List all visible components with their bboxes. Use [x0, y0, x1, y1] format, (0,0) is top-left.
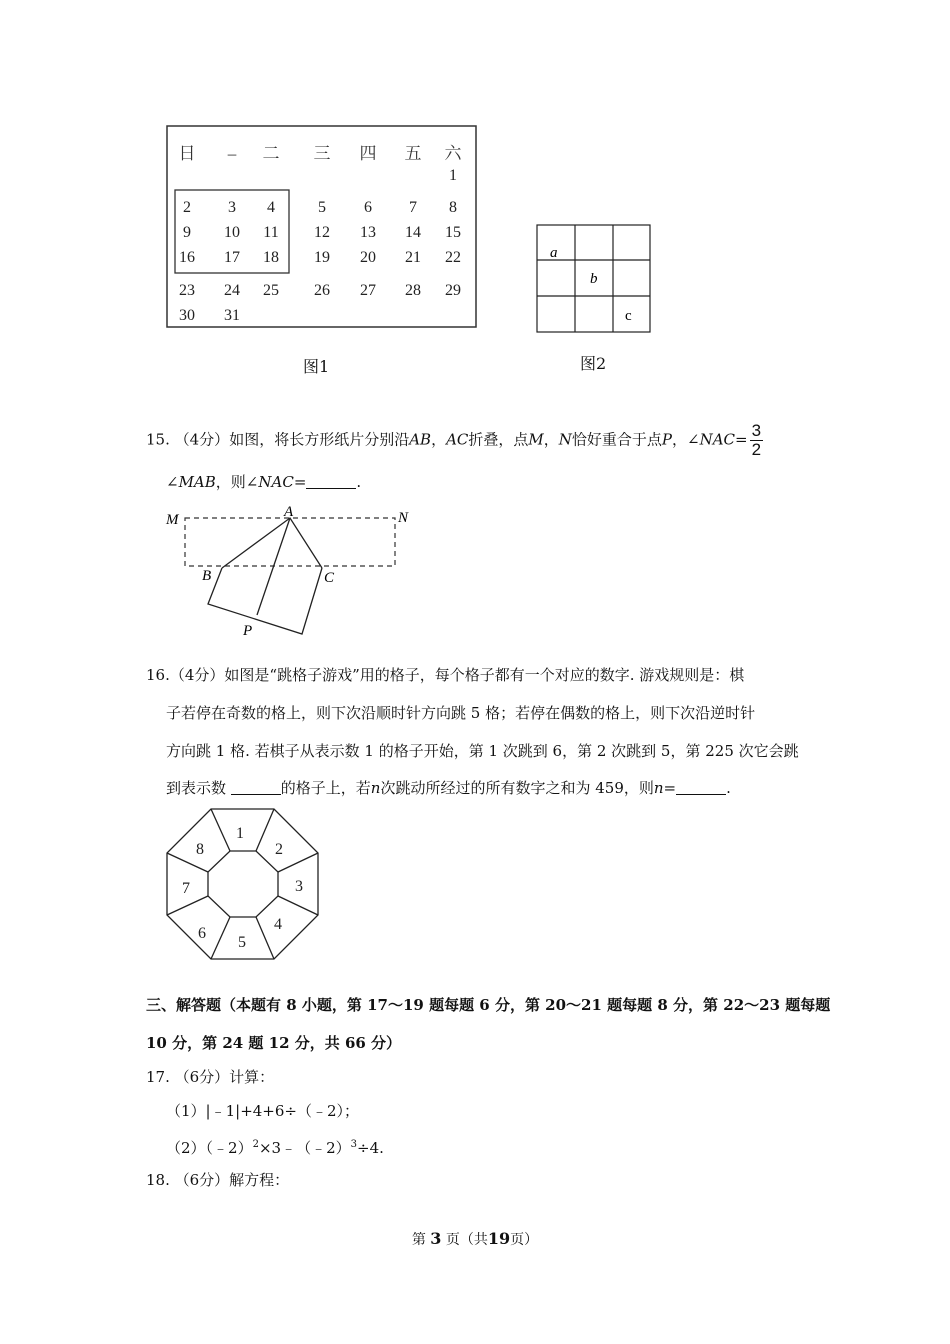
calendar-weekday: – — [227, 144, 237, 163]
fold-pentagon — [208, 568, 322, 634]
section3-line2: 10 分，第 24 题 12 分，共 66 分） — [146, 1034, 402, 1052]
q17-title: 17. （6分）计算： — [146, 1068, 275, 1086]
calendar-date: 29 — [445, 282, 461, 299]
octagon-cell-4: 4 — [274, 916, 282, 933]
calendar-date: 15 — [445, 224, 461, 241]
octagon-cell-6: 6 — [198, 925, 206, 942]
calendar-date: 22 — [445, 249, 461, 266]
q15-nac: NAC — [699, 430, 736, 449]
calendar-date: 19 — [314, 249, 330, 266]
calendar-weekday: 日 — [178, 144, 196, 163]
calendar-weekday: 五 — [404, 144, 422, 163]
calendar-weekday: 三 — [313, 144, 331, 163]
q16-number: 16. — [146, 666, 170, 684]
q15-number: 15. — [146, 430, 170, 449]
calendar-date: 23 — [179, 282, 195, 299]
fold-label-n: N — [398, 510, 409, 526]
q17-part2c: ÷4. — [357, 1139, 384, 1157]
fold-label-a: A — [284, 504, 294, 520]
octagon-figure — [160, 805, 325, 965]
octagon-cell-7: 7 — [182, 880, 190, 897]
q15-line2 — [166, 472, 361, 492]
q16-answer-blank-1[interactable] — [231, 780, 281, 795]
q15-ac: AC — [446, 430, 469, 449]
calendar-date: 3 — [228, 199, 236, 216]
q16-line3: 方向跳 1 格. 若棋子从表示数 1 的格子开始，第 1 次跳到 6，第 2 次跳到 5，第 225 次它会跳 — [166, 742, 799, 760]
calendar-date: 20 — [360, 249, 376, 266]
q17-exp2: 3 — [350, 1139, 357, 1150]
grid-figure — [530, 220, 660, 338]
q16-n: n — [370, 779, 381, 797]
q16-line1 — [146, 665, 744, 685]
octagon-cell-3: 3 — [295, 878, 303, 895]
octagon-cell-8: 8 — [196, 841, 204, 858]
calendar-weekday: 二 — [262, 144, 280, 163]
footer-post: 页） — [510, 1232, 539, 1248]
q16-line4d: = — [663, 779, 677, 797]
q15-text2: 折叠，点 — [468, 430, 529, 449]
q17-exp1: 2 — [252, 1139, 259, 1150]
calendar-figure — [160, 120, 490, 336]
q15-score: （4分） — [174, 430, 230, 449]
calendar-date: 4 — [267, 199, 275, 216]
calendar-date: 21 — [405, 249, 421, 266]
calendar-date: 7 — [409, 199, 417, 216]
fold-triangle — [222, 518, 322, 568]
calendar-date: 1 — [449, 167, 457, 184]
grid-cell-b: b — [590, 271, 598, 287]
calendar-date: 17 — [224, 249, 240, 266]
calendar-date: 2 — [183, 199, 191, 216]
q15-ab: AB — [409, 430, 432, 449]
calendar-date: 12 — [314, 224, 330, 241]
q15-line2b: ，则∠ — [215, 473, 259, 491]
q16-line4 — [166, 778, 731, 798]
q16-line4a: 到表示数 — [166, 779, 231, 797]
calendar-date: 27 — [360, 282, 376, 299]
q15-eq: = — [735, 430, 748, 449]
q15-comma2: ， — [543, 430, 559, 449]
q15-n: N — [558, 430, 572, 449]
octagon-cell-1: 1 — [236, 825, 244, 842]
page-footer — [0, 1229, 950, 1250]
q15-mab: MAB — [178, 473, 216, 491]
fold-label-m: M — [166, 512, 179, 528]
q15-frac-den: 2 — [751, 440, 762, 459]
q15-comma1: ， — [431, 430, 447, 449]
fold-label-c: C — [324, 570, 335, 586]
fig2-caption: 图2 — [580, 354, 607, 373]
calendar-date: 6 — [364, 199, 372, 216]
footer-pre: 第 — [411, 1232, 426, 1248]
q15-frac-num: 3 — [751, 421, 762, 440]
section3-line1: 三、解答题（本题有 8 小题，第 17～19 题每题 6 分，第 20～21 题每题 8 分，第 22～23 题每题 — [146, 996, 831, 1014]
q17-part2 — [166, 1135, 384, 1158]
calendar-date: 28 — [405, 282, 421, 299]
q15-text1: 如图，将长方形纸片分别沿 — [229, 430, 410, 449]
fold-label-p: P — [243, 623, 253, 639]
q16-line4c: 次跳动所经过的所有数字之和为 459，则 — [380, 779, 654, 797]
q16-line1-text: （4分）如图是“跳格子游戏”用的格子，每个格子都有一个对应的数字. 游戏规则是：棋 — [169, 666, 745, 684]
calendar-date: 8 — [449, 199, 457, 216]
calendar-date: 16 — [179, 249, 195, 266]
calendar-date: 11 — [263, 224, 279, 241]
grid-cell-c: c — [625, 308, 632, 324]
q17-part2a: （2）（﹣2） — [166, 1139, 253, 1157]
q15-text3: 恰好重合于点 — [571, 430, 662, 449]
q15-m: M — [528, 430, 544, 449]
calendar-date: 14 — [405, 224, 421, 241]
fold-dashed-rect — [185, 518, 395, 566]
calendar-weekday: 四 — [359, 144, 377, 163]
q15-fraction — [750, 422, 763, 459]
q16-line4end: . — [726, 779, 731, 797]
footer-total-pages: 19 — [487, 1229, 511, 1248]
calendar-weekday: 六 — [444, 144, 462, 163]
q16-n2: n — [653, 779, 664, 797]
calendar-date: 31 — [224, 307, 240, 324]
fig1-caption: 图1 — [303, 357, 330, 376]
fold-label-b: B — [202, 568, 212, 584]
q16-line4b: 的格子上，若 — [280, 779, 371, 797]
octagon-inner — [208, 851, 278, 917]
q15-line2c: = — [293, 473, 307, 491]
calendar-date: 13 — [360, 224, 376, 241]
q15-answer-blank[interactable] — [306, 474, 356, 489]
q15-p: P — [661, 430, 673, 449]
calendar-date: 10 — [224, 224, 240, 241]
q18-title: 18. （6分）解方程： — [146, 1171, 290, 1189]
q15-nac2: NAC — [258, 473, 294, 491]
calendar-date: 9 — [183, 224, 191, 241]
footer-mid: 页（共 — [445, 1232, 488, 1248]
calendar-date: 24 — [224, 282, 240, 299]
grid-cell-a: a — [550, 245, 558, 261]
q16-line2: 子若停在奇数的格上，则下次沿顺时针方向跳 5 格；若停在偶数的格上，则下次沿逆时针 — [166, 704, 756, 722]
calendar-date: 30 — [179, 307, 195, 324]
calendar-date: 26 — [314, 282, 330, 299]
q16-answer-blank-2[interactable] — [676, 780, 726, 795]
fold-figure — [160, 500, 420, 642]
octagon-cell-5: 5 — [238, 934, 246, 951]
q15-text4: ，∠ — [672, 430, 700, 449]
footer-page-number: 3 — [430, 1229, 442, 1248]
calendar-date: 5 — [318, 199, 326, 216]
q17-part1: （1）|﹣1|+4+6÷（﹣2）； — [166, 1102, 360, 1120]
calendar-date: 25 — [263, 282, 279, 299]
q15-angle-sym: ∠ — [166, 473, 179, 491]
q15-line2end: . — [356, 473, 362, 491]
q17-part2b: ×3﹣（﹣2） — [258, 1139, 351, 1157]
q15-line1 — [146, 422, 763, 459]
octagon-cell-2: 2 — [275, 841, 283, 858]
calendar-date: 18 — [263, 249, 279, 266]
